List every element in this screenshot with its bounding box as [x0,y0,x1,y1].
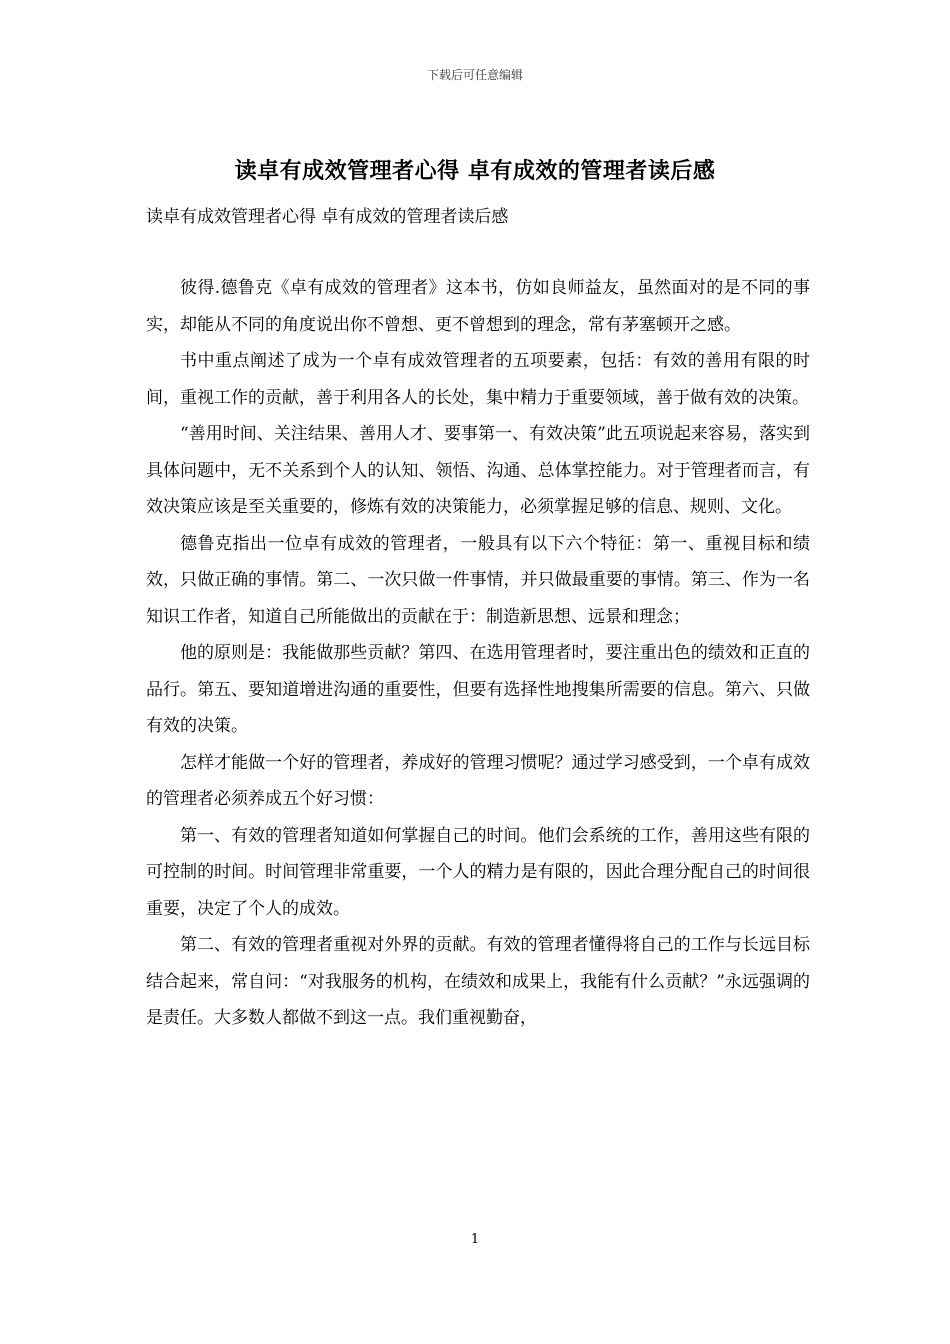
paragraph: 怎样才能做一个好的管理者，养成好的管理习惯呢？通过学习感受到，一个卓有成效的管理者必须养成五个好习惯： [146,752,810,809]
paragraph: “善用时间、关注结果、善用人才、要事第一、有效决策”此五项说起来容易，落实到具体问题中，无不关系到个人的认知、领悟、沟通、总体掌控能力。对于管理者而言，有效决策应该是至关重要的，修炼有效的决策能力，必须掌握足够的信息、规则、文化。 [146,424,810,517]
header-note: 下载后可任意编辑 [426,68,523,82]
paragraph: 书中重点阐述了成为一个卓有成效管理者的五项要素，包括：有效的善用有限的时间，重视工作的贡献，善于利用各人的长处，集中精力于重要领域，善于做有效的决策。 [146,351,810,408]
document-subtitle: 读卓有成效管理者心得 卓有成效的管理者读后感 [146,207,509,227]
document-body [146,270,810,1037]
document-title: 读卓有成效管理者心得 卓有成效的管理者读后感 [234,158,716,184]
paragraph: 德鲁克指出一位卓有成效的管理者，一般具有以下六个特征：第一、重视目标和绩效，只做正确的事情。第二、一次只做一件事情，并只做最重要的事情。第三、作为一名知识工作者，知道自己所能做出的贡献在于：制造新思想、远景和理念； [146,533,810,627]
paragraph: 第一、有效的管理者知道如何掌握自己的时间。他们会系统的工作，善用这些有限的可控制的时间。时间管理非常重要，一个人的精力是有限的，因此合理分配自己的时间很重要，决定了个人的成效。 [146,825,810,919]
page-number: 1 [470,1232,480,1247]
paragraph: 他的原则是：我能做那些贡献？第四、在选用管理者时，要注重出色的绩效和正直的品行。第五、要知道增进沟通的重要性，但要有选择性地搜集所需要的信息。第六、只做有效的决策。 [146,643,810,736]
paragraph: 彼得.德鲁克《卓有成效的管理者》这本书，仿如良师益友，虽然面对的是不同的事实，却能从不同的角度说出你不曾想、更不曾想到的理念，常有茅塞顿开之感。 [146,278,810,335]
paragraph: 第二、有效的管理者重视对外界的贡献。有效的管理者懂得将自己的工作与长远目标结合起来，常自问：“对我服务的机构，在绩效和成果上，我能有什么贡献？”永远强调的是责任。大多数人都做不到这一点。我们重视勤奋， [146,935,810,1028]
